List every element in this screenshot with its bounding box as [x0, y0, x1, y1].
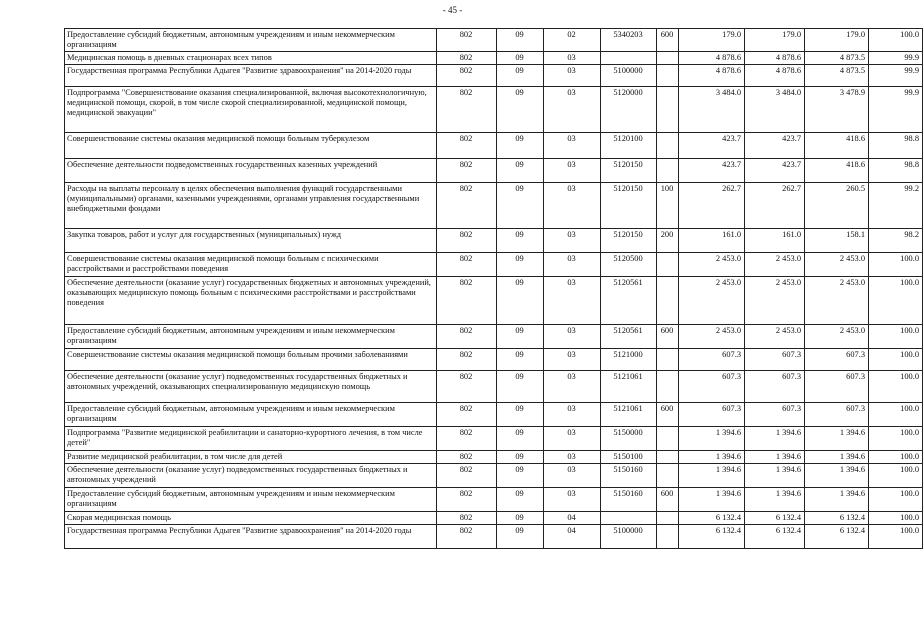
revised-amount: 3 484.0 [745, 86, 805, 132]
expense-type-code: 200 [657, 228, 679, 252]
revised-amount: 423.7 [745, 158, 805, 182]
section-code: 09 [497, 450, 544, 463]
revised-amount: 179.0 [745, 29, 805, 52]
row-description: Совершенствование системы оказания медицинской помощи больным прочими заболеваниями [65, 348, 437, 370]
expense-type-code [657, 64, 679, 86]
table-row [65, 402, 923, 426]
revised-amount: 2 453.0 [745, 324, 805, 348]
table-row [65, 51, 923, 64]
subsection-code: 03 [544, 370, 601, 402]
subsection-code: 03 [544, 51, 601, 64]
executed-amount: 1 394.6 [805, 463, 869, 487]
table-row [65, 64, 923, 86]
execution-percent: 99.2 [869, 182, 923, 228]
approved-amount: 179.0 [679, 29, 745, 52]
expense-type-code [657, 252, 679, 276]
target-article-code: 5150160 [601, 487, 657, 511]
row-description: Обеспечение деятельности (оказание услуг) государственных бюджетных и автономных учреждений, оказывающих медицинскую помощь больным с психическими расстройствами и расстройствами поведения [65, 276, 437, 324]
execution-percent: 100.0 [869, 370, 923, 402]
revised-amount: 4 878.6 [745, 64, 805, 86]
subsection-code: 04 [544, 524, 601, 548]
expense-type-code [657, 158, 679, 182]
executed-amount: 418.6 [805, 158, 869, 182]
ministry-code: 802 [437, 348, 497, 370]
section-code: 09 [497, 29, 544, 52]
subsection-code: 03 [544, 276, 601, 324]
row-description: Закупка товаров, работ и услуг для государственных (муниципальных) нужд [65, 228, 437, 252]
approved-amount: 1 394.6 [679, 450, 745, 463]
execution-percent: 100.0 [869, 348, 923, 370]
row-description: Обеспечение деятельности подведомственных государственных казенных учреждений [65, 158, 437, 182]
ministry-code: 802 [437, 402, 497, 426]
executed-amount: 6 132.4 [805, 524, 869, 548]
table-row [65, 158, 923, 182]
execution-percent: 100.0 [869, 324, 923, 348]
section-code: 09 [497, 324, 544, 348]
subsection-code: 02 [544, 29, 601, 52]
target-article-code: 5120150 [601, 182, 657, 228]
section-code: 09 [497, 51, 544, 64]
table-row [65, 182, 923, 228]
execution-percent: 100.0 [869, 29, 923, 52]
executed-amount: 2 453.0 [805, 252, 869, 276]
approved-amount: 423.7 [679, 132, 745, 158]
revised-amount: 607.3 [745, 370, 805, 402]
executed-amount: 158.1 [805, 228, 869, 252]
target-article-code: 5100000 [601, 64, 657, 86]
execution-percent: 100.0 [869, 450, 923, 463]
expense-type-code: 100 [657, 182, 679, 228]
target-article-code: 5150160 [601, 463, 657, 487]
subsection-code: 03 [544, 132, 601, 158]
execution-percent: 100.0 [869, 511, 923, 524]
executed-amount: 607.3 [805, 402, 869, 426]
target-article-code: 5121061 [601, 402, 657, 426]
section-code: 09 [497, 463, 544, 487]
row-description: Предоставление субсидий бюджетным, автономным учреждениям и иным некоммерческим организациям [65, 324, 437, 348]
expense-type-code [657, 276, 679, 324]
execution-percent: 100.0 [869, 276, 923, 324]
target-article-code [601, 51, 657, 64]
ministry-code: 802 [437, 450, 497, 463]
expense-type-code [657, 348, 679, 370]
approved-amount: 262.7 [679, 182, 745, 228]
revised-amount: 1 394.6 [745, 463, 805, 487]
section-code: 09 [497, 487, 544, 511]
target-article-code: 5121000 [601, 348, 657, 370]
table-row [65, 228, 923, 252]
expense-type-code [657, 450, 679, 463]
executed-amount: 2 453.0 [805, 324, 869, 348]
section-code: 09 [497, 158, 544, 182]
approved-amount: 2 453.0 [679, 252, 745, 276]
subsection-code: 03 [544, 463, 601, 487]
execution-percent: 99.9 [869, 86, 923, 132]
revised-amount: 6 132.4 [745, 511, 805, 524]
expense-type-code: 600 [657, 487, 679, 511]
table-row [65, 487, 923, 511]
execution-percent: 100.0 [869, 487, 923, 511]
revised-amount: 2 453.0 [745, 276, 805, 324]
execution-percent: 99.9 [869, 51, 923, 64]
executed-amount: 1 394.6 [805, 450, 869, 463]
ministry-code: 802 [437, 228, 497, 252]
target-article-code: 5120150 [601, 158, 657, 182]
executed-amount: 2 453.0 [805, 276, 869, 324]
revised-amount: 423.7 [745, 132, 805, 158]
expense-type-code [657, 51, 679, 64]
table-row [65, 450, 923, 463]
section-code: 09 [497, 64, 544, 86]
execution-percent: 100.0 [869, 426, 923, 450]
table-row [65, 370, 923, 402]
row-description: Совершенствование системы оказания медицинской помощи больным туберкулезом [65, 132, 437, 158]
subsection-code: 04 [544, 511, 601, 524]
approved-amount: 607.3 [679, 402, 745, 426]
target-article-code: 5120100 [601, 132, 657, 158]
row-description: Совершенствование системы оказания медицинской помощи больным с психическими расстройствами и расстройствами поведения [65, 252, 437, 276]
ministry-code: 802 [437, 276, 497, 324]
executed-amount: 607.3 [805, 370, 869, 402]
expense-type-code [657, 463, 679, 487]
table-row [65, 29, 923, 52]
expense-type-code [657, 86, 679, 132]
section-code: 09 [497, 132, 544, 158]
expense-type-code [657, 132, 679, 158]
row-description: Скорая медицинская помощь [65, 511, 437, 524]
subsection-code: 03 [544, 64, 601, 86]
executed-amount: 4 873.5 [805, 51, 869, 64]
section-code: 09 [497, 228, 544, 252]
executed-amount: 1 394.6 [805, 487, 869, 511]
row-description: Предоставление субсидий бюджетным, автономным учреждениям и иным некоммерческим организациям [65, 487, 437, 511]
revised-amount: 6 132.4 [745, 524, 805, 548]
section-code: 09 [497, 252, 544, 276]
table-row [65, 524, 923, 548]
execution-percent: 100.0 [869, 402, 923, 426]
section-code: 09 [497, 86, 544, 132]
section-code: 09 [497, 182, 544, 228]
approved-amount: 2 453.0 [679, 324, 745, 348]
approved-amount: 607.3 [679, 348, 745, 370]
ministry-code: 802 [437, 132, 497, 158]
executed-amount: 179.0 [805, 29, 869, 52]
page-number: - 45 - [442, 5, 463, 15]
section-code: 09 [497, 426, 544, 450]
execution-percent: 99.9 [869, 64, 923, 86]
ministry-code: 802 [437, 29, 497, 52]
expense-type-code: 600 [657, 402, 679, 426]
ministry-code: 802 [437, 324, 497, 348]
approved-amount: 4 878.6 [679, 64, 745, 86]
executed-amount: 418.6 [805, 132, 869, 158]
approved-amount: 1 394.6 [679, 463, 745, 487]
approved-amount: 1 394.6 [679, 487, 745, 511]
executed-amount: 607.3 [805, 348, 869, 370]
executed-amount: 4 873.5 [805, 64, 869, 86]
approved-amount: 4 878.6 [679, 51, 745, 64]
ministry-code: 802 [437, 64, 497, 86]
approved-amount: 1 394.6 [679, 426, 745, 450]
section-code: 09 [497, 370, 544, 402]
target-article-code: 5120000 [601, 86, 657, 132]
approved-amount: 3 484.0 [679, 86, 745, 132]
table-row [65, 324, 923, 348]
row-description: Государственная программа Республики Адыгея "Развитие здравоохранения" на 2014-2020 годы [65, 524, 437, 548]
table-row [65, 511, 923, 524]
subsection-code: 03 [544, 402, 601, 426]
target-article-code: 5150100 [601, 450, 657, 463]
executed-amount: 260.5 [805, 182, 869, 228]
expense-type-code [657, 426, 679, 450]
subsection-code: 03 [544, 348, 601, 370]
ministry-code: 802 [437, 463, 497, 487]
row-description: Подпрограмма "Развитие медицинской реабилитации и санаторно-курортного лечения, в том числе детей" [65, 426, 437, 450]
execution-percent: 98.8 [869, 158, 923, 182]
revised-amount: 262.7 [745, 182, 805, 228]
expense-type-code [657, 524, 679, 548]
approved-amount: 607.3 [679, 370, 745, 402]
revised-amount: 607.3 [745, 402, 805, 426]
revised-amount: 1 394.6 [745, 426, 805, 450]
revised-amount: 1 394.6 [745, 487, 805, 511]
ministry-code: 802 [437, 51, 497, 64]
table-row [65, 132, 923, 158]
ministry-code: 802 [437, 182, 497, 228]
expense-type-code [657, 370, 679, 402]
row-description: Подпрограмма "Совершенствование оказания специализированной, включая высокотехнологичную, медицинской помощи, скорой, в том числе скорой специализированной, медицинской помощи, медицинской эвакуации" [65, 86, 437, 132]
row-description: Государственная программа Республики Адыгея "Развитие здравоохранения" на 2014-2020 годы [65, 64, 437, 86]
approved-amount: 6 132.4 [679, 524, 745, 548]
subsection-code: 03 [544, 252, 601, 276]
row-description: Обеспечение деятельности (оказание услуг) подведомственных государственных бюджетных и автономных учреждений [65, 463, 437, 487]
table-row [65, 276, 923, 324]
target-article-code: 5150000 [601, 426, 657, 450]
section-code: 09 [497, 348, 544, 370]
row-description: Обеспечение деятельности (оказание услуг) подведомственных государственных бюджетных и автономных учреждений, оказывающих специализированную медицинскую помощь [65, 370, 437, 402]
execution-percent: 98.8 [869, 132, 923, 158]
row-description: Медицинская помощь в дневных стационарах всех типов [65, 51, 437, 64]
target-article-code: 5120150 [601, 228, 657, 252]
ministry-code: 802 [437, 158, 497, 182]
revised-amount: 161.0 [745, 228, 805, 252]
revised-amount: 4 878.6 [745, 51, 805, 64]
revised-amount: 2 453.0 [745, 252, 805, 276]
ministry-code: 802 [437, 426, 497, 450]
target-article-code: 5120561 [601, 276, 657, 324]
subsection-code: 03 [544, 182, 601, 228]
target-article-code [601, 511, 657, 524]
ministry-code: 802 [437, 86, 497, 132]
execution-percent: 100.0 [869, 463, 923, 487]
target-article-code: 5121061 [601, 370, 657, 402]
target-article-code: 5100000 [601, 524, 657, 548]
row-description: Расходы на выплаты персоналу в целях обеспечения выполнения функций государственными (муниципальными) органами, казенными учреждениями, органами управления государственными внебюджетными фондами [65, 182, 437, 228]
ministry-code: 802 [437, 252, 497, 276]
approved-amount: 2 453.0 [679, 276, 745, 324]
subsection-code: 03 [544, 324, 601, 348]
row-description: Предоставление субсидий бюджетным, автономным учреждениям и иным некоммерческим организациям [65, 402, 437, 426]
section-code: 09 [497, 524, 544, 548]
approved-amount: 423.7 [679, 158, 745, 182]
subsection-code: 03 [544, 158, 601, 182]
target-article-code: 5120561 [601, 324, 657, 348]
execution-percent: 100.0 [869, 252, 923, 276]
ministry-code: 802 [437, 370, 497, 402]
revised-amount: 1 394.6 [745, 450, 805, 463]
expense-type-code [657, 511, 679, 524]
subsection-code: 03 [544, 426, 601, 450]
table-row [65, 252, 923, 276]
ministry-code: 802 [437, 524, 497, 548]
subsection-code: 03 [544, 487, 601, 511]
section-code: 09 [497, 511, 544, 524]
expense-type-code: 600 [657, 324, 679, 348]
subsection-code: 03 [544, 450, 601, 463]
table-row [65, 348, 923, 370]
executed-amount: 3 478.9 [805, 86, 869, 132]
ministry-code: 802 [437, 511, 497, 524]
execution-percent: 100.0 [869, 524, 923, 548]
execution-percent: 98.2 [869, 228, 923, 252]
section-code: 09 [497, 276, 544, 324]
target-article-code: 5120500 [601, 252, 657, 276]
executed-amount: 1 394.6 [805, 426, 869, 450]
target-article-code: 5340203 [601, 29, 657, 52]
section-code: 09 [497, 402, 544, 426]
table-row [65, 463, 923, 487]
subsection-code: 03 [544, 86, 601, 132]
table-row [65, 86, 923, 132]
executed-amount: 6 132.4 [805, 511, 869, 524]
row-description: Предоставление субсидий бюджетным, автономным учреждениям и иным некоммерческим организациям [65, 29, 437, 52]
row-description: Развитие медицинской реабилитации, в том числе для детей [65, 450, 437, 463]
approved-amount: 161.0 [679, 228, 745, 252]
approved-amount: 6 132.4 [679, 511, 745, 524]
ministry-code: 802 [437, 487, 497, 511]
table-row [65, 426, 923, 450]
budget-table [64, 28, 923, 549]
expense-type-code: 600 [657, 29, 679, 52]
revised-amount: 607.3 [745, 348, 805, 370]
subsection-code: 03 [544, 228, 601, 252]
